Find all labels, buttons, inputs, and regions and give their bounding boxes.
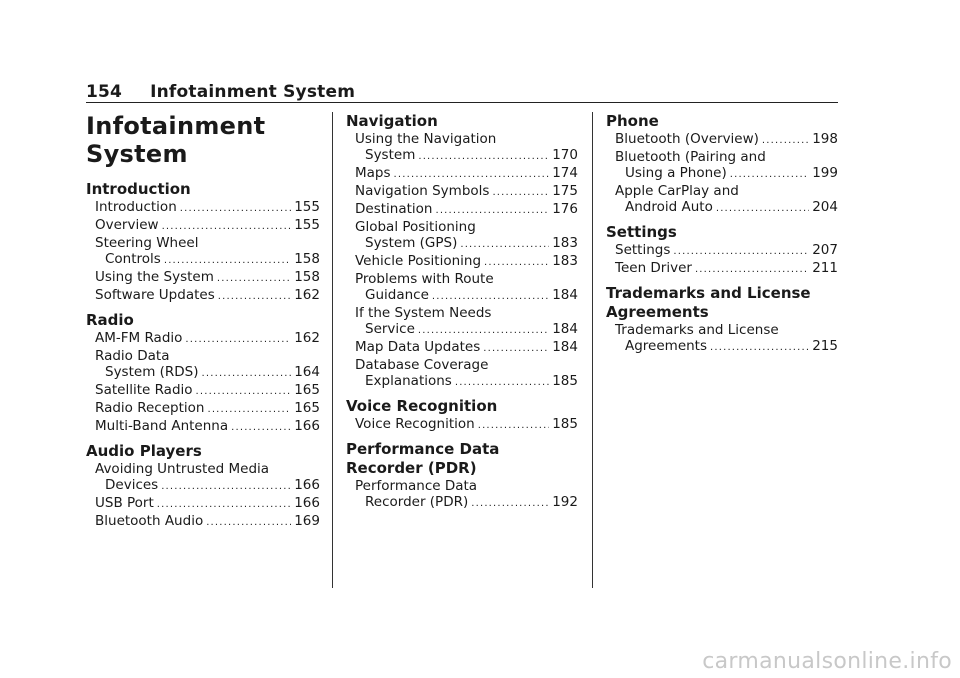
toc-entry[interactable] (86, 348, 320, 382)
entry-line (95, 400, 320, 418)
entry-label: Destination (355, 201, 433, 217)
entry-line (355, 373, 578, 391)
dot-leader (455, 373, 549, 391)
chapter-title (86, 112, 320, 168)
dot-leader (217, 269, 291, 287)
entry-line (355, 494, 578, 512)
entry-line (615, 338, 838, 356)
section-title (346, 440, 578, 478)
entry-label: Bluetooth (Overview) (615, 131, 759, 147)
dot-leader (673, 242, 809, 260)
entry-line (615, 242, 838, 260)
section-phone (606, 112, 838, 217)
entry-line (95, 269, 320, 287)
entry-page-number: 162 (294, 287, 320, 303)
entry-page-number: 175 (552, 183, 578, 199)
entry-line (355, 339, 578, 357)
entry-label: Problems with Route (355, 271, 494, 287)
entry-page-number: 198 (812, 131, 838, 147)
toc-entry[interactable] (606, 131, 838, 149)
dot-leader (180, 199, 291, 217)
entry-label: Trademarks and License (615, 322, 779, 338)
entry-line (95, 364, 320, 382)
toc-entry[interactable] (346, 305, 578, 339)
dot-leader (460, 235, 549, 253)
toc-entry[interactable] (86, 330, 320, 348)
entry-label: USB Port (95, 495, 154, 511)
page-number: 154 (86, 82, 123, 102)
dot-leader (484, 253, 549, 271)
header-rule (86, 102, 838, 103)
dot-leader (762, 131, 809, 149)
toc-entry[interactable] (86, 461, 320, 495)
entry-page-number: 166 (294, 495, 320, 511)
entry-line (355, 147, 578, 165)
entry-line (95, 418, 320, 436)
entry-label: Satellite Radio (95, 382, 193, 398)
toc-column-2 (346, 112, 578, 518)
dot-leader (730, 165, 809, 183)
entry-label: Navigation Symbols (355, 183, 490, 199)
running-title: Infotainment System (150, 82, 356, 102)
entry-line (355, 321, 578, 339)
chapter-title-line: System (86, 140, 188, 168)
entry-page-number: 158 (294, 251, 320, 267)
entry-label: Using the System (95, 269, 214, 285)
toc-entry[interactable] (606, 242, 838, 260)
toc-entry[interactable] (346, 416, 578, 434)
dot-leader (492, 183, 549, 201)
toc-entry[interactable] (606, 149, 838, 183)
entry-label: Radio Data (95, 348, 170, 364)
entry-label: Introduction (95, 199, 177, 215)
toc-entry[interactable] (346, 357, 578, 391)
entry-page-number: 204 (812, 199, 838, 215)
dot-leader (432, 287, 549, 305)
toc-entry[interactable] (606, 183, 838, 217)
entry-label: Radio Reception (95, 400, 205, 416)
entry-line (355, 235, 578, 253)
dot-leader (394, 165, 550, 183)
entry-label: Bluetooth Audio (95, 513, 204, 529)
entry-page-number: 215 (812, 338, 838, 354)
entry-page-number: 166 (294, 477, 320, 493)
section-title: Voice Recognition (346, 397, 498, 415)
entry-label: Using a Phone) (625, 165, 727, 181)
entry-line (355, 165, 578, 183)
entry-line (355, 201, 578, 219)
entry-line (95, 382, 320, 400)
toc-entry[interactable] (86, 382, 320, 400)
toc-entry[interactable] (346, 271, 578, 305)
dot-leader (483, 339, 549, 357)
entry-line (615, 199, 838, 217)
dot-leader (207, 400, 291, 418)
entry-label: AM-FM Radio (95, 330, 183, 346)
entry-line (615, 165, 838, 183)
dot-leader (231, 418, 291, 436)
entry-label: Database Coverage (355, 357, 489, 373)
section-title: Introduction (86, 180, 191, 198)
entry-label: System (GPS) (365, 235, 458, 251)
entry-label: Multi-Band Antenna (95, 418, 229, 434)
entry-line (355, 416, 578, 434)
toc-entry[interactable] (346, 201, 578, 219)
dot-leader (196, 382, 292, 400)
entry-label: Vehicle Positioning (355, 253, 482, 269)
entry-line (95, 287, 320, 305)
entry-label: Avoiding Untrusted Media (95, 461, 270, 477)
entry-label: Apple CarPlay and (615, 183, 739, 199)
entry-page-number: 184 (552, 287, 578, 303)
toc-entry[interactable] (346, 131, 578, 165)
toc-entry[interactable] (86, 235, 320, 269)
dot-leader (478, 416, 550, 434)
section-title-line: Agreements (606, 303, 709, 321)
entry-line (355, 287, 578, 305)
dot-leader (716, 199, 809, 217)
entry-line (355, 183, 578, 201)
dot-leader (710, 338, 809, 356)
entry-label: Software Updates (95, 287, 215, 303)
section-title: Audio Players (86, 442, 202, 460)
toc-entry[interactable] (346, 165, 578, 183)
watermark: carmanualsonline.info (702, 649, 952, 674)
section-title: Phone (606, 112, 659, 130)
entry-page-number: 164 (294, 364, 320, 380)
entry-page-number: 185 (552, 416, 578, 432)
entry-page-number: 165 (294, 400, 320, 416)
entry-label: Settings (615, 242, 671, 258)
entry-page-number: 211 (812, 260, 838, 276)
section-title-line: Recorder (PDR) (346, 459, 477, 477)
entry-page-number: 165 (294, 382, 320, 398)
section-audio-players (86, 442, 320, 531)
dot-leader (161, 477, 291, 495)
entry-page-number: 158 (294, 269, 320, 285)
toc-entry[interactable] (86, 287, 320, 305)
dot-leader (218, 287, 291, 305)
entry-label: Using the Navigation (355, 131, 497, 147)
dot-leader (202, 364, 292, 382)
entry-page-number: 155 (294, 199, 320, 215)
entry-label: If the System Needs (355, 305, 492, 321)
entry-line (95, 251, 320, 269)
dot-leader (162, 217, 292, 235)
entry-label: Teen Driver (615, 260, 692, 276)
toc-entry[interactable] (346, 253, 578, 271)
section-settings (606, 223, 838, 278)
dot-leader (435, 201, 549, 219)
entry-label: System (365, 147, 416, 163)
entry-page-number: 176 (552, 201, 578, 217)
entry-page-number: 192 (552, 494, 578, 510)
entry-page-number: 166 (294, 418, 320, 434)
entry-label: Devices (105, 477, 159, 493)
entry-label: Explanations (365, 373, 452, 389)
entry-line (95, 495, 320, 513)
dot-leader (164, 251, 291, 269)
toc-entry[interactable] (346, 339, 578, 357)
chapter-title-line: Infotainment (86, 112, 266, 140)
entry-page-number: 183 (552, 253, 578, 269)
toc-entry[interactable] (346, 219, 578, 253)
toc-entry[interactable] (86, 513, 320, 531)
entry-page-number: 170 (552, 147, 578, 163)
entry-line (615, 131, 838, 149)
entry-page-number: 183 (552, 235, 578, 251)
dot-leader (206, 513, 291, 531)
entry-label: Map Data Updates (355, 339, 481, 355)
section-title: Settings (606, 223, 677, 241)
entry-page-number: 199 (812, 165, 838, 181)
toc-entry[interactable] (86, 400, 320, 418)
section-trademarks-and-license-agreements (606, 284, 838, 356)
entry-label: Controls (105, 251, 161, 267)
entry-page-number: 185 (552, 373, 578, 389)
entry-label: Global Positioning (355, 219, 476, 235)
section-navigation (346, 112, 578, 391)
column-divider (592, 112, 593, 588)
entry-line (95, 199, 320, 217)
section-title (606, 284, 838, 322)
entry-label: Service (365, 321, 415, 337)
entry-line (95, 330, 320, 348)
dot-leader (185, 330, 291, 348)
entry-label: Android Auto (625, 199, 713, 215)
section-title-line: Trademarks and License (606, 284, 811, 302)
toc-entry[interactable] (606, 260, 838, 278)
entry-page-number: 207 (812, 242, 838, 258)
toc-entry[interactable] (86, 217, 320, 235)
page-header (86, 82, 355, 102)
entry-line (95, 217, 320, 235)
entry-label: Steering Wheel (95, 235, 199, 251)
entry-line (95, 513, 320, 531)
entry-label: Recorder (PDR) (365, 494, 469, 510)
entry-line (615, 260, 838, 278)
section-performance-data-recorder-pdr (346, 440, 578, 512)
dot-leader (418, 147, 549, 165)
section-title: Navigation (346, 112, 438, 130)
section-voice-recognition (346, 397, 578, 434)
entry-label: Bluetooth (Pairing and (615, 149, 766, 165)
entry-page-number: 162 (294, 330, 320, 346)
section-title: Radio (86, 311, 134, 329)
entry-page-number: 184 (552, 339, 578, 355)
entry-label: System (RDS) (105, 364, 199, 380)
entry-label: Agreements (625, 338, 708, 354)
section-radio (86, 311, 320, 436)
column-divider (332, 112, 333, 588)
toc-column-3 (606, 112, 838, 362)
entry-line (355, 253, 578, 271)
entry-label: Overview (95, 217, 159, 233)
entry-label: Guidance (365, 287, 429, 303)
toc-entry[interactable] (86, 269, 320, 287)
entry-page-number: 155 (294, 217, 320, 233)
dot-leader (471, 494, 549, 512)
toc-entry[interactable] (86, 495, 320, 513)
dot-leader (157, 495, 291, 513)
entry-page-number: 169 (294, 513, 320, 529)
toc-entry[interactable] (86, 418, 320, 436)
toc-entry[interactable] (346, 183, 578, 201)
entry-page-number: 184 (552, 321, 578, 337)
entry-label: Voice Recognition (355, 416, 475, 432)
toc-column-1 (86, 112, 320, 537)
dot-leader (695, 260, 809, 278)
toc-entry[interactable] (86, 199, 320, 217)
entry-label: Maps (355, 165, 391, 181)
section-introduction (86, 180, 320, 305)
dot-leader (418, 321, 549, 339)
toc-entry[interactable] (606, 322, 838, 356)
entry-label: Performance Data (355, 478, 478, 494)
entry-page-number: 174 (552, 165, 578, 181)
entry-line (95, 477, 320, 495)
section-title-line: Performance Data (346, 440, 500, 458)
toc-entry[interactable] (346, 478, 578, 512)
